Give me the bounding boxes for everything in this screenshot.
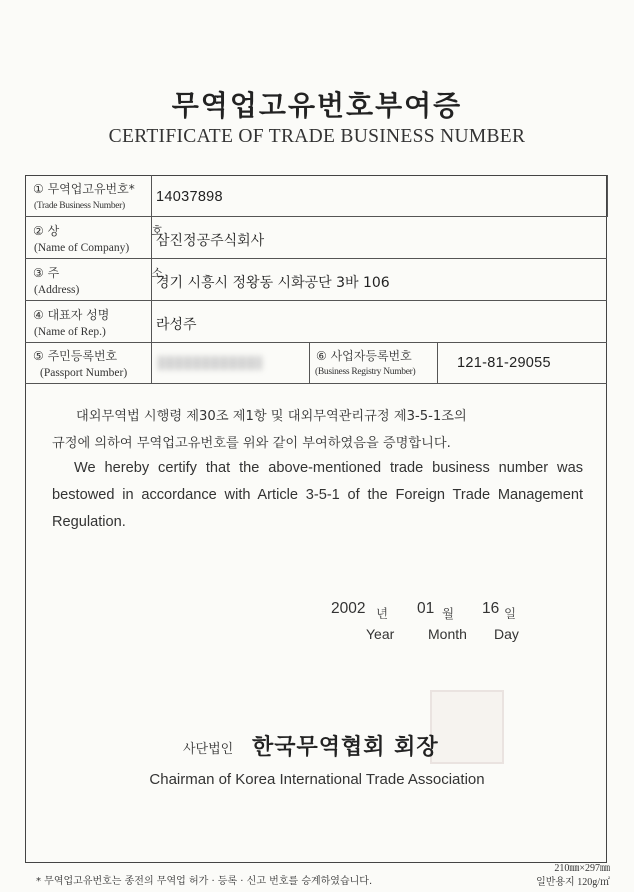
- row5-divider: [309, 343, 310, 384]
- label-company-ko: [33, 222, 163, 239]
- redacted-passport-number: [158, 356, 262, 370]
- date-day-ko: 일: [504, 606, 517, 621]
- date-month-en: Month: [428, 626, 467, 642]
- business-registry-value: 121-81-29055: [457, 355, 551, 371]
- date-month-ko: 월: [442, 606, 455, 621]
- footer-paper-spec: [536, 862, 610, 890]
- label-business-registry-en: (Business Registry Number): [315, 367, 416, 377]
- label-trade-number-en: (Trade Business Number): [34, 201, 125, 211]
- title-korean: 무역업고유번호부여증: [171, 89, 463, 122]
- date-day-en: Day: [494, 626, 519, 642]
- label-company-ko-start: ② 상: [33, 224, 60, 238]
- date-year-ko: 년: [376, 606, 389, 621]
- date-year-en: Year: [366, 626, 395, 642]
- label-business-registry-ko: ⑥ 사업자등록번호: [316, 349, 412, 363]
- footer-note: * 무역업고유번호는 종전의 무역업 허가 · 등록 · 신고 번호를 승계하였습니다.: [36, 876, 373, 887]
- signature-english: Chairman of Korea International Trade Association: [149, 771, 485, 788]
- label-address-ko-end: 소: [151, 266, 163, 280]
- label-address-ko-start: ③ 주: [33, 266, 60, 280]
- date-day: 16: [482, 600, 500, 617]
- signature-name: 한국무역협회 회장: [252, 735, 439, 760]
- row1-right-edge: [607, 175, 608, 217]
- label-passport-ko: ⑤ 주민등록번호: [33, 349, 118, 363]
- signature-prefix: 사단법인: [183, 742, 234, 757]
- body-korean-line2: 규정에 의하여 무역업고유번호를 위와 같이 부여하였음을 증명합니다.: [52, 436, 451, 451]
- label-company-en: (Name of Company): [34, 242, 130, 254]
- date-year: 2002: [331, 600, 366, 617]
- label-trade-number-ko: ① 무역업고유번호*: [33, 182, 135, 196]
- date-month: 01: [417, 600, 435, 617]
- label-representative-ko: ④ 대표자 성명: [33, 308, 110, 322]
- label-passport-en: (Passport Number): [40, 367, 128, 379]
- official-seal: [430, 690, 504, 764]
- row5-divider-2: [437, 343, 438, 384]
- paper-weight: 일반용지 120g/㎡: [536, 877, 610, 888]
- label-representative-en: (Name of Rep.): [34, 326, 106, 338]
- company-value: 삼진정공주식회사: [156, 233, 265, 249]
- address-value: 경기 시흥시 정왕동 시화공단 3바 106: [156, 275, 390, 291]
- trade-number-value: 14037898: [156, 189, 223, 205]
- label-address-en: (Address): [34, 284, 80, 296]
- body-english: We hereby certify that the above-mentioned trade business number was bestowed in accordance with Article 3-5-1 of the Foreign Trade Management Regulation.: [52, 460, 583, 530]
- paper-size: 210㎜×297㎜: [554, 863, 610, 874]
- title-english: CERTIFICATE OF TRADE BUSINESS NUMBER: [108, 126, 526, 147]
- body-korean-line1: 대외무역법 시행령 제30조 제1항 및 대외무역관리규정 제3-5-1조의: [76, 409, 467, 424]
- label-address-ko: [33, 264, 163, 281]
- row-representative: [25, 301, 607, 343]
- label-company-ko-end: 호: [151, 224, 163, 238]
- representative-value: 라성주: [156, 317, 197, 333]
